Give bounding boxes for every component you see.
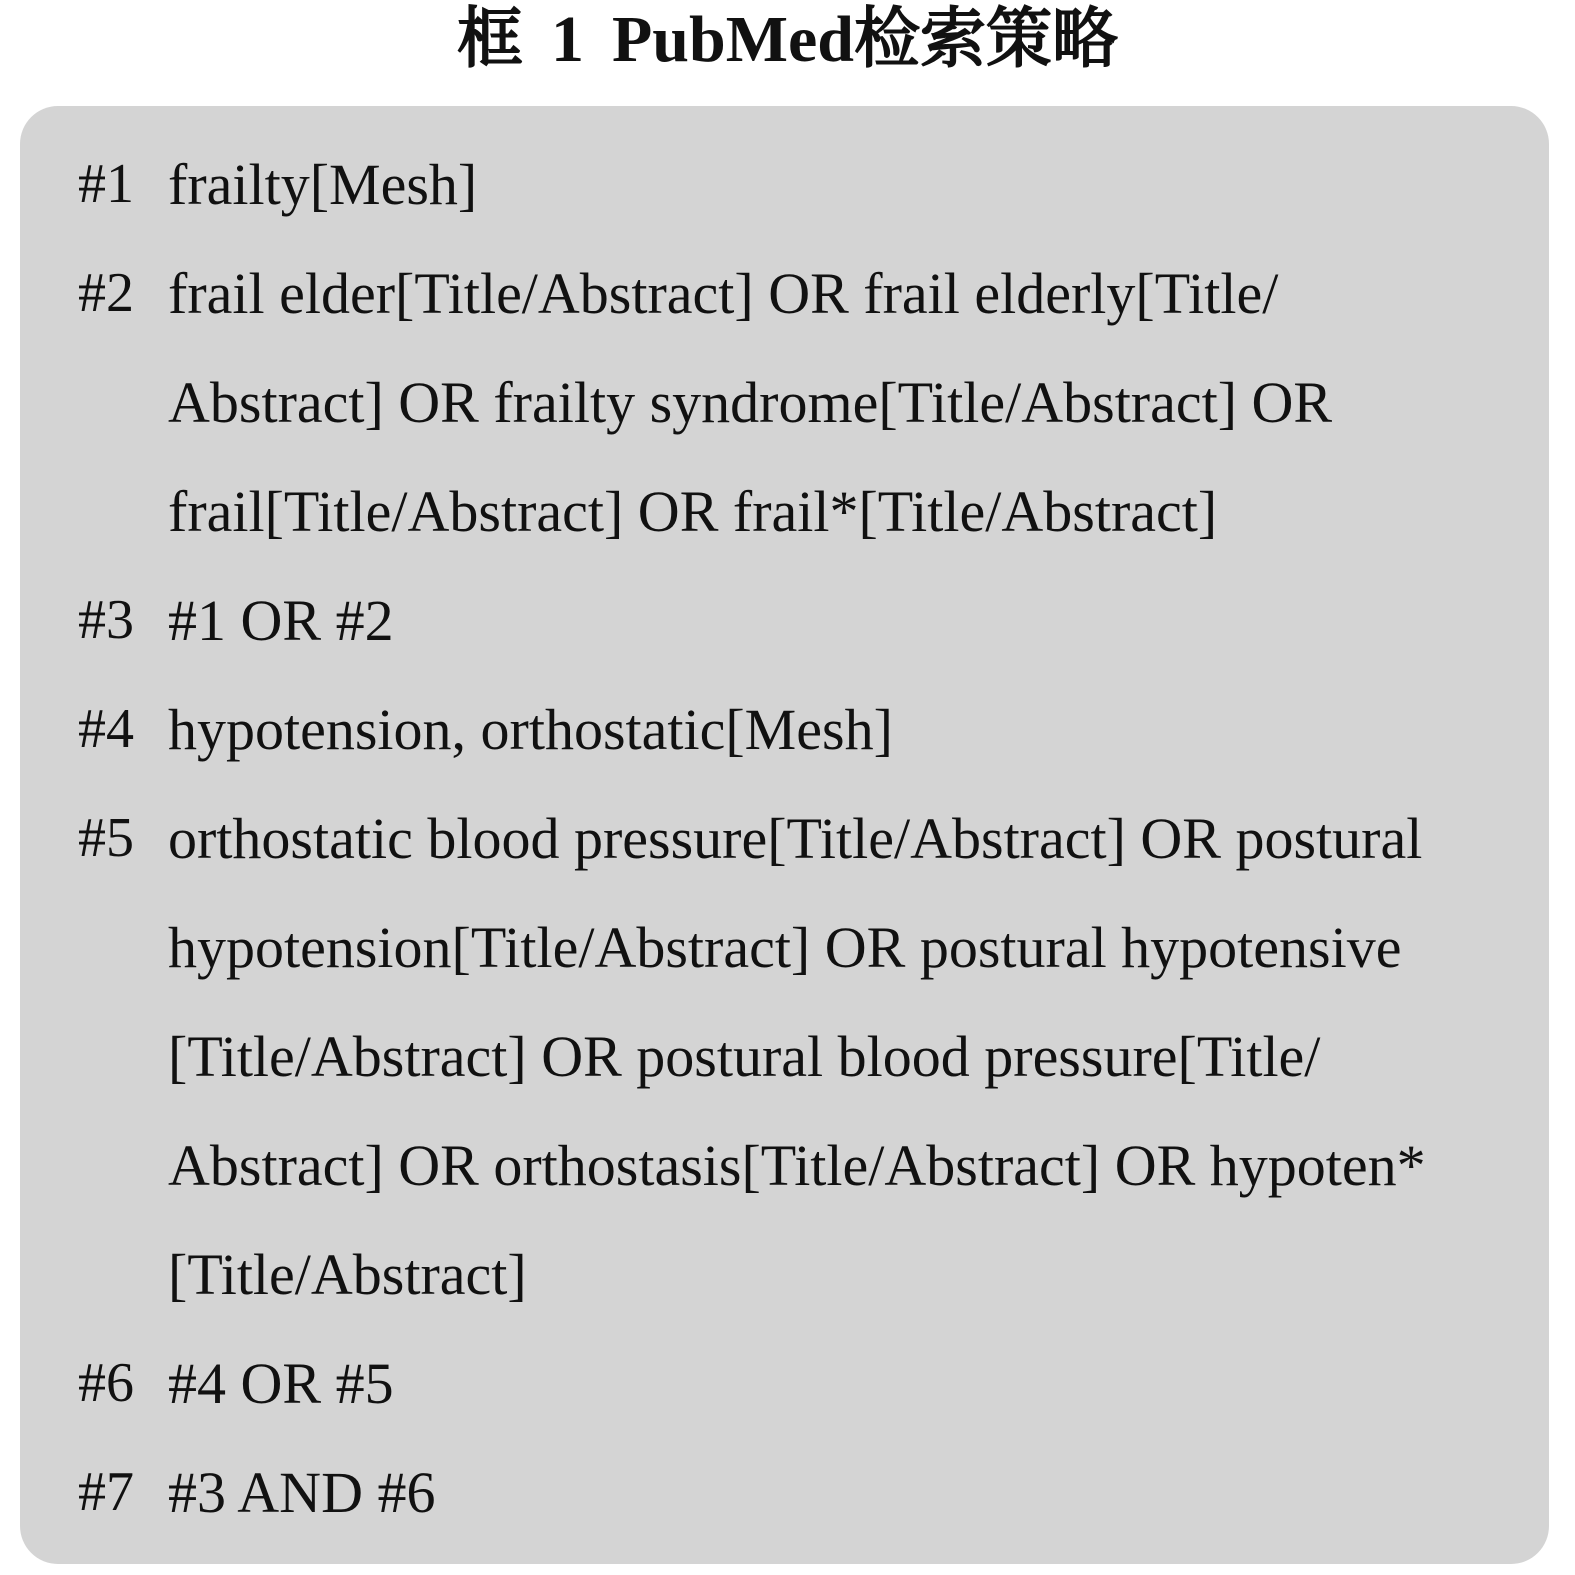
step-number: #7 (78, 1461, 134, 1523)
search-step-5-cont-3 (20, 1111, 1549, 1220)
search-step-3 (20, 566, 1549, 675)
step-number: #1 (78, 153, 134, 215)
step-query-line: Abstract] OR orthostasis[Title/Abstract] OR hypoten* (168, 1133, 1426, 1198)
search-step-4 (20, 675, 1549, 784)
box-title-prefix: 框 (456, 3, 523, 76)
step-query-line: hypotension[Title/Abstract] OR postural hypotensive (168, 915, 1402, 980)
step-number: #4 (78, 698, 134, 760)
search-step-5-cont-1 (20, 893, 1549, 1002)
search-step-5 (20, 784, 1549, 893)
search-strategy-panel (20, 106, 1549, 1564)
step-number: #3 (78, 589, 134, 651)
step-number: #6 (78, 1352, 134, 1414)
search-step-7 (20, 1438, 1549, 1547)
step-query-line: [Title/Abstract] OR postural blood pressure[Title/ (168, 1024, 1321, 1089)
step-number: #2 (78, 262, 134, 324)
search-step-1 (20, 130, 1549, 239)
search-step-2 (20, 239, 1549, 348)
search-step-2-cont-1 (20, 348, 1549, 457)
step-query-line: [Title/Abstract] (168, 1242, 527, 1307)
step-query-line: Abstract] OR frailty syndrome[Title/Abstract] OR (168, 370, 1333, 435)
search-step-5-cont-4 (20, 1220, 1549, 1329)
search-step-2-cont-2 (20, 457, 1549, 566)
box-title (0, 0, 1575, 80)
box-title-number: 1 (550, 3, 584, 76)
step-number: #5 (78, 807, 134, 869)
box-title-text: PubMed检索策略 (611, 3, 1119, 76)
step-query-line: orthostatic blood pressure[Title/Abstract] OR postural (168, 806, 1423, 871)
step-query-line: hypotension, orthostatic[Mesh] (168, 697, 893, 762)
step-query-line: #4 OR #5 (168, 1351, 394, 1416)
step-query-line: frail[Title/Abstract] OR frail*[Title/Abstract] (168, 479, 1218, 544)
search-step-6 (20, 1329, 1549, 1438)
step-query-line: frail elder[Title/Abstract] OR frail elderly[Title/ (168, 261, 1279, 326)
search-step-5-cont-2 (20, 1002, 1549, 1111)
step-query-line: frailty[Mesh] (168, 152, 478, 217)
step-query-line: #3 AND #6 (168, 1460, 436, 1525)
step-query-line: #1 OR #2 (168, 588, 394, 653)
